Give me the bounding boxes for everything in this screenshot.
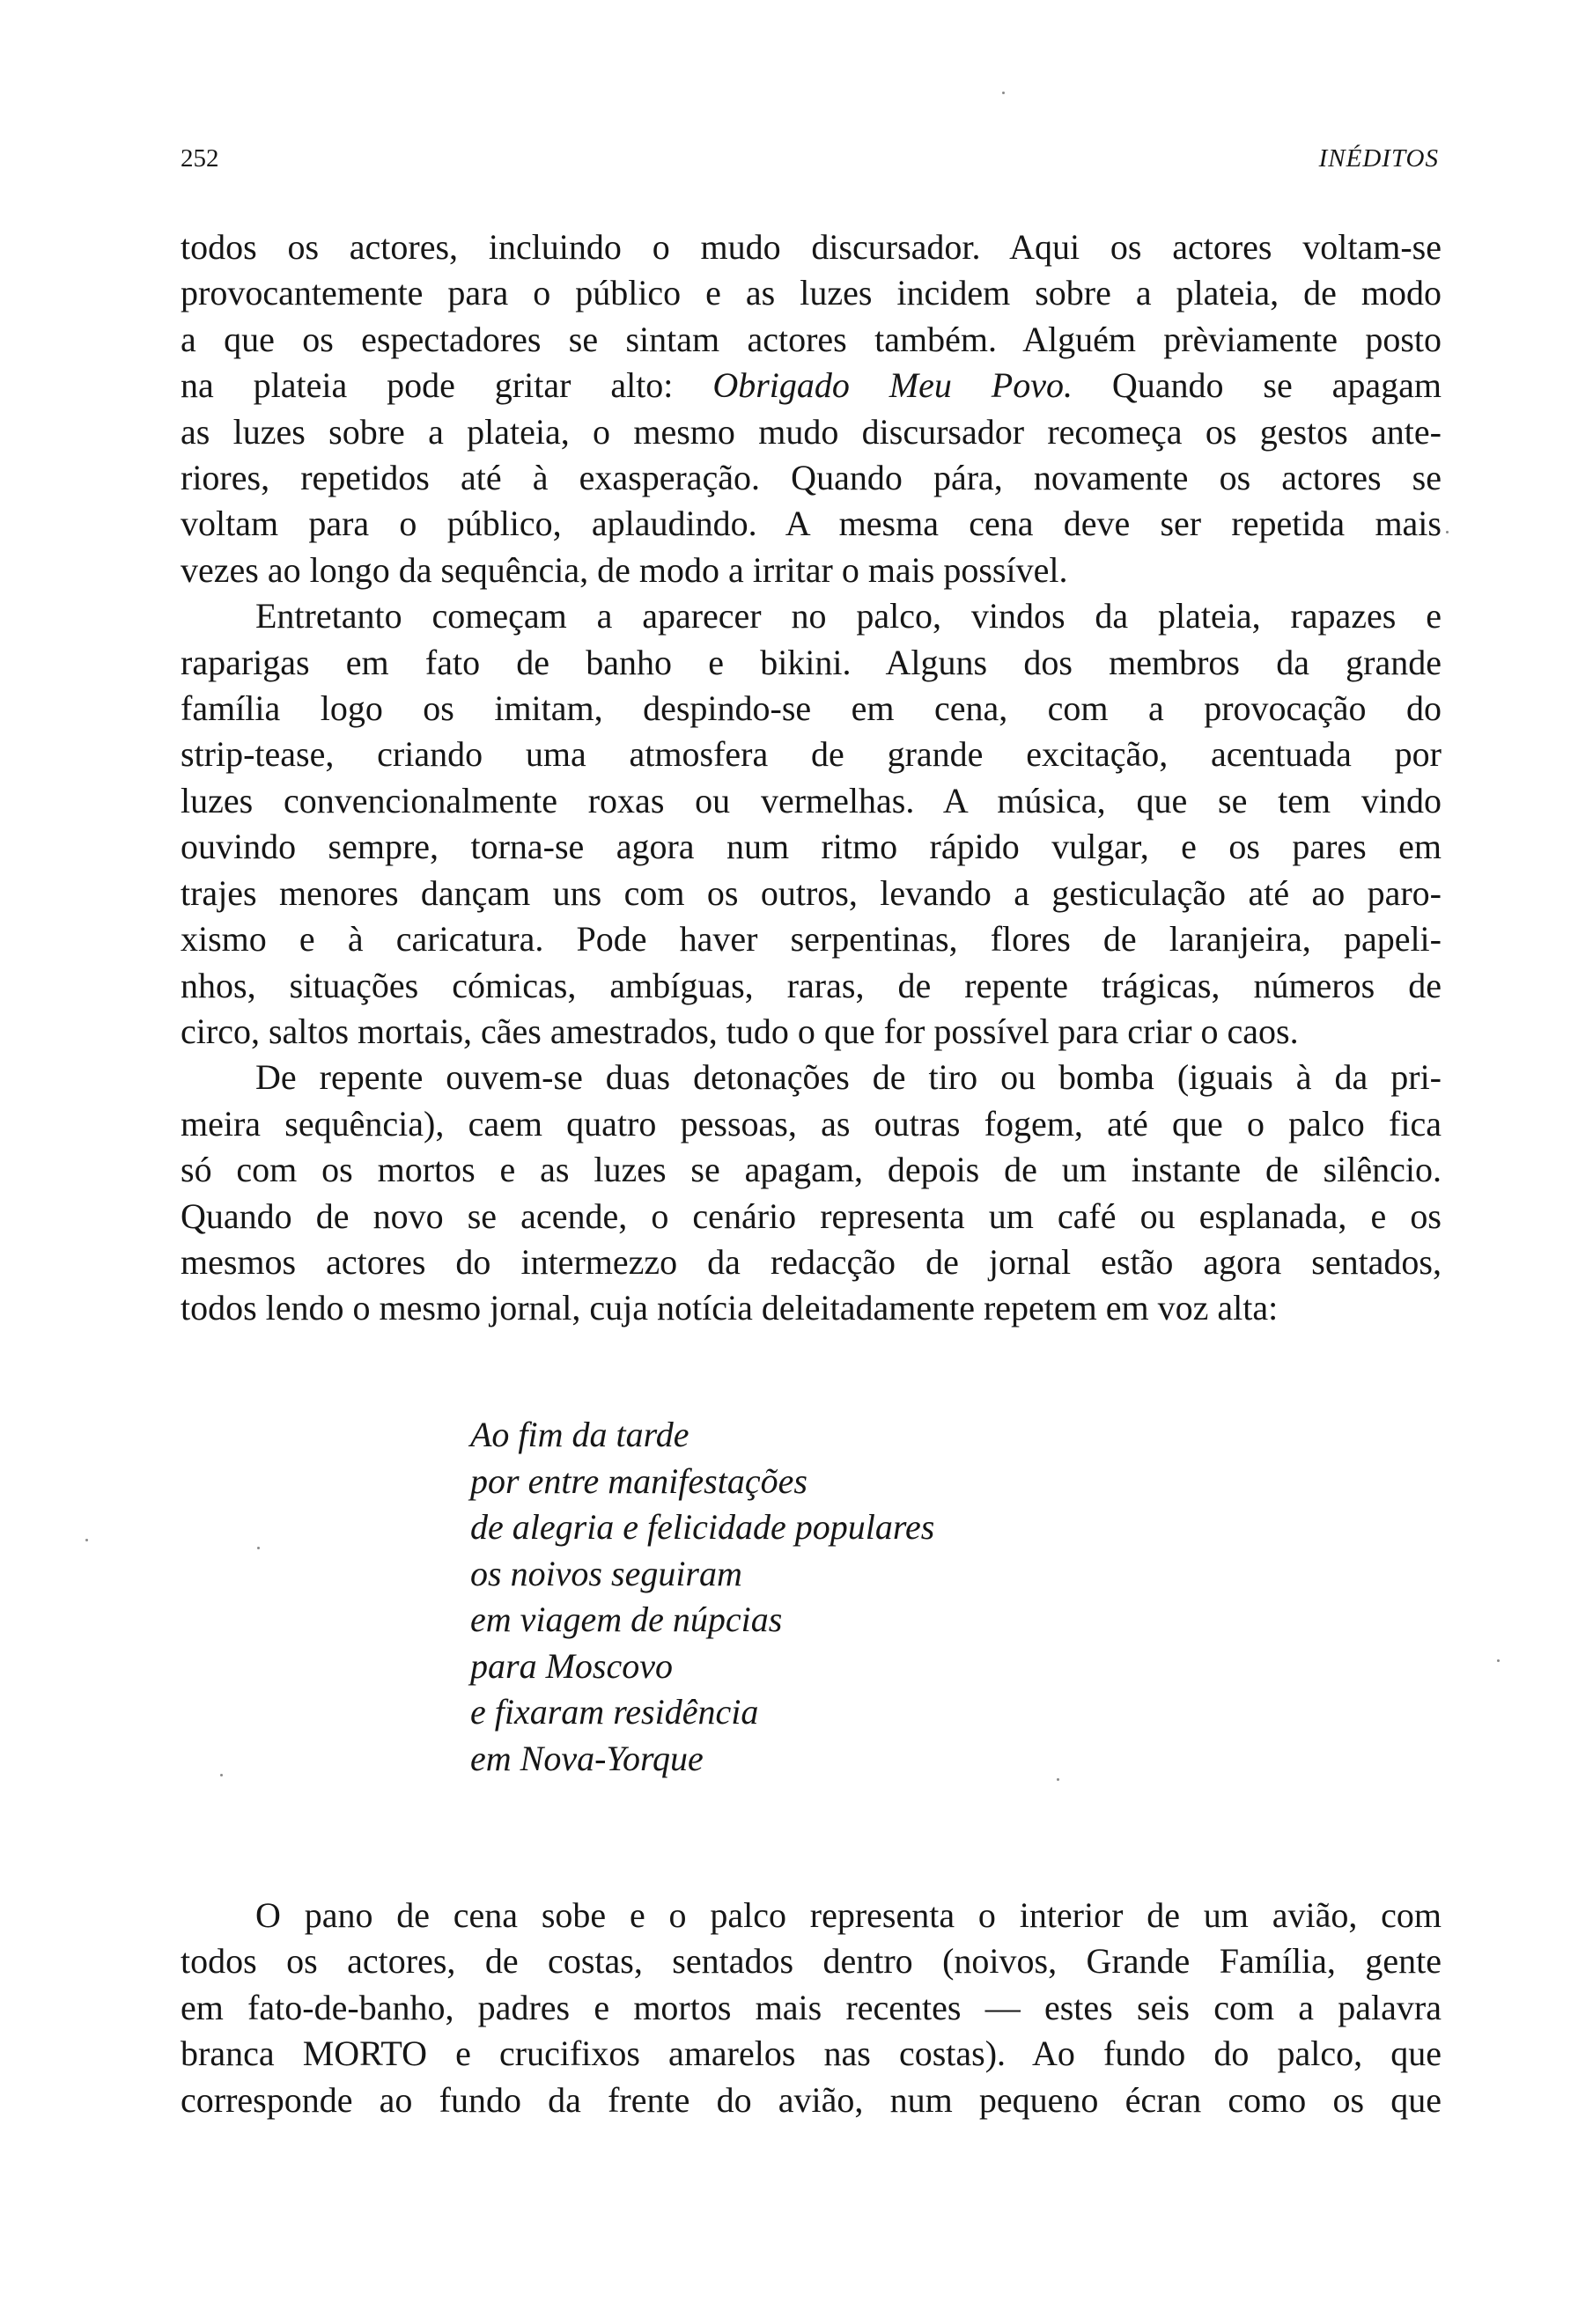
text-line: O pano de cena sobe e o palco representa o interior de um avião, com (255, 1895, 1442, 1935)
text-line: família logo os imitam, despindo-se em cena, com a provocação do (181, 688, 1442, 729)
text-line (181, 363, 1442, 408)
scan-speck (85, 1539, 88, 1541)
body-text-upper (181, 224, 1442, 1332)
text-line: nhos, situações cómicas, ambíguas, raras, de repente trágicas, números de (181, 965, 1442, 1005)
poem-line: em Nova-Yorque (470, 1738, 704, 1778)
text-line: meira sequência), caem quatro pessoas, as outras fogem, até que o palco fica (181, 1103, 1442, 1144)
text-line: todos lendo o mesmo jornal, cuja notícia deleitadamente repetem em voz alta: (181, 1288, 1279, 1328)
scan-speck (1002, 92, 1005, 94)
text-segment: na plateia pode gritar alto: (181, 365, 713, 406)
poem-line: por entre manifestações (470, 1460, 807, 1501)
text-line: todos os actores, de costas, sentados dentro (noivos, Grande Família, gente (181, 1941, 1442, 1982)
text-line: xismo e à caricatura. Pode haver serpentinas, flores de laranjeira, papeli- (181, 919, 1442, 960)
text-line: em fato-de-banho, padres e mortos mais recentes — estes seis com a palavra (181, 1987, 1442, 2027)
page-number: 252 (181, 144, 219, 173)
text-segment: Quando se apagam (1072, 365, 1442, 406)
text-line: só com os mortos e as luzes se apagam, depois de um instante de silêncio. (181, 1150, 1442, 1190)
text-line: circo, saltos mortais, cães amestrados, tudo o que for possível para criar o caos. (181, 1011, 1299, 1051)
poem-line: de alegria e felicidade populares (470, 1507, 935, 1547)
text-line: luzes convencionalmente roxas ou vermelhas. A música, que se tem vindo (181, 780, 1442, 820)
scan-speck (1497, 1659, 1500, 1662)
text-line: Entretanto começam a aparecer no palco, vindos da plateia, rapazes e (255, 596, 1442, 636)
text-line: trajes menores dançam uns com os outros, levando a gesticulação até ao paro- (181, 872, 1442, 913)
quoted-poem (470, 1412, 934, 1782)
text-line: todos os actores, incluindo o mudo discursador. Aqui os actores voltam-se (181, 227, 1442, 267)
poem-line: Ao fim da tarde (470, 1415, 689, 1454)
paragraph (181, 1893, 1442, 2123)
paragraph (181, 224, 1442, 593)
text-line: strip-tease, criando uma atmosfera de grande excitação, acentuada por (181, 734, 1442, 775)
text-line: mesmos actores do intermezzo da redacção de jornal estão agora sentados, (181, 1241, 1442, 1282)
text-line: a que os espectadores se sintam actores também. Alguém prèviamente posto (181, 319, 1442, 359)
text-line: Quando de novo se acende, o cenário representa um café ou esplanada, e os (181, 1195, 1442, 1236)
text-line: raparigas em fato de banho e bikini. Alguns dos membros da grande (181, 642, 1442, 682)
scan-speck (257, 1547, 260, 1549)
scan-speck (1057, 1778, 1059, 1781)
poem-line: os noivos seguiram (470, 1553, 742, 1593)
text-line: branca MORTO e crucifixos amarelos nas costas). Ao fundo do palco, que (181, 2034, 1442, 2074)
text-line: provocantemente para o público e as luzes incidem sobre a plateia, de modo (181, 273, 1442, 313)
text-line: corresponde ao fundo da frente do avião, num pequeno écran como os que (181, 2079, 1442, 2120)
body-text-lower (181, 1893, 1442, 2123)
text-line: vezes ao longo da sequência, de modo a irritar o mais possível. (181, 549, 1068, 590)
italic-phrase: Obrigado Meu Povo. (712, 365, 1073, 406)
running-title: INÉDITOS (1318, 144, 1439, 173)
poem-line: e fixaram residência (470, 1692, 759, 1732)
text-line: riores, repetidos até à exasperação. Quando pára, novamente os actores se (181, 458, 1442, 498)
running-head (181, 141, 1439, 176)
paragraph (181, 593, 1442, 1055)
scan-speck (220, 1774, 223, 1776)
text-line: ouvindo sempre, torna-se agora num ritmo rápido vulgar, e os pares em (181, 827, 1442, 867)
scan-speck (1446, 531, 1449, 533)
text-line: as luzes sobre a plateia, o mesmo mudo discursador recomeça os gestos ante- (181, 411, 1442, 452)
poem-line: em viagem de núpcias (470, 1600, 783, 1639)
poem-line: para Moscovo (470, 1645, 673, 1686)
text-line: De repente ouvem-se duas detonações de tiro ou bomba (iguais à da pri- (255, 1057, 1442, 1098)
text-line: voltam para o público, aplaudindo. A mesma cena deve ser repetida mais (181, 504, 1442, 544)
paragraph (181, 1055, 1442, 1331)
